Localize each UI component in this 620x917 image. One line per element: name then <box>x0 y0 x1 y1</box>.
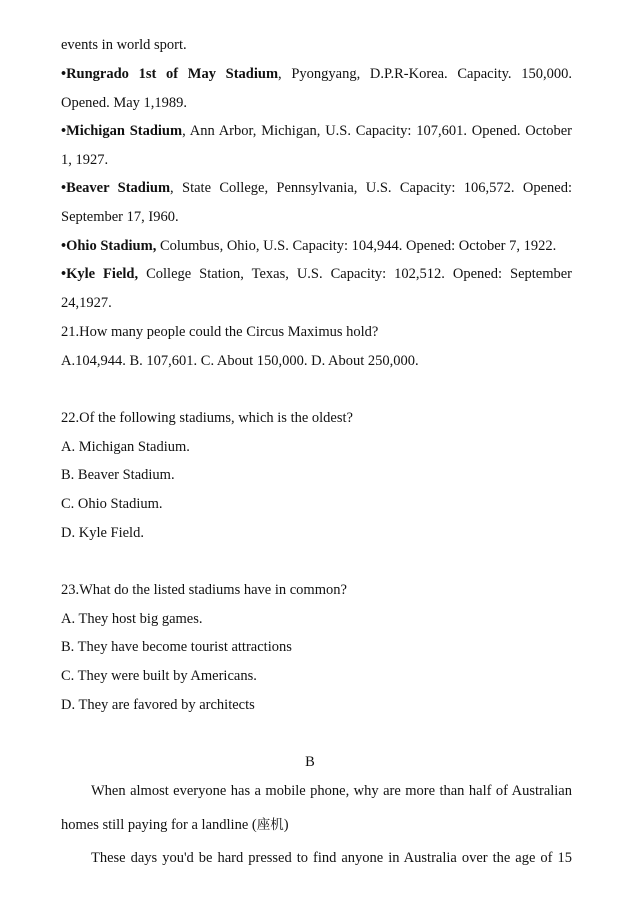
stadium-name: •Kyle Field, <box>61 266 139 282</box>
stadium-details: , State College, Pennsylvania, U.S. Capacity: 106,572. Opened: <box>170 180 573 196</box>
question-23-option-b: B. They have become tourist attractions <box>61 639 292 655</box>
stadium-entry-michigan <box>61 121 572 141</box>
chinese-gloss: 座机 <box>256 817 284 833</box>
stadium-details-continued: 1, 1927. <box>61 152 109 168</box>
section-b-label: B <box>305 754 315 770</box>
question-22-option-d: D. Kyle Field. <box>61 525 144 541</box>
stadium-entry-ohio <box>61 236 572 256</box>
passage-b-paragraph-1: When almost everyone has a mobile phone, why are more than half of Australian <box>91 783 572 799</box>
question-23-stem: 23.What do the listed stadiums have in common? <box>61 582 347 598</box>
stadium-details-continued: September 17, I960. <box>61 209 179 225</box>
stadium-entry-beaver <box>61 178 572 198</box>
passage-b-paragraph-2: These days you'd be hard pressed to find anyone in Australia over the age of 15 <box>91 850 572 866</box>
passage-text: homes still paying for a landline ( <box>61 817 257 833</box>
question-23-option-c: C. They were built by Americans. <box>61 668 257 684</box>
stadium-details: College Station, Texas, U.S. Capacity: 102,512. Opened: September <box>138 266 573 282</box>
stadium-name: •Beaver Stadium <box>61 180 171 196</box>
stadium-entry-kyle <box>61 264 572 284</box>
question-22-option-a: A. Michigan Stadium. <box>61 439 190 455</box>
passage-a-intro-tail: events in world sport. <box>61 37 187 53</box>
question-22-stem: 22.Of the following stadiums, which is the oldest? <box>61 410 353 426</box>
stadium-name: •Michigan Stadium <box>61 123 183 139</box>
passage-b-paragraph-1-continued <box>61 815 572 835</box>
stadium-details: , Ann Arbor, Michigan, U.S. Capacity: 107,601. Opened. October <box>182 123 572 139</box>
stadium-name: •Ohio Stadium, <box>61 238 157 254</box>
stadium-details-continued: Opened. May 1,1989. <box>61 95 188 111</box>
question-22-option-c: C. Ohio Stadium. <box>61 496 163 512</box>
stadium-details-continued: 24,1927. <box>61 295 112 311</box>
question-21-options: A.104,944. B. 107,601. C. About 150,000. D. About 250,000. <box>61 353 419 369</box>
question-22-option-b: B. Beaver Stadium. <box>61 467 175 483</box>
question-23-option-d: D. They are favored by architects <box>61 697 255 713</box>
stadium-name: •Rungrado 1st of May Stadium <box>61 66 279 82</box>
stadium-details: , Pyongyang, D.P.R-Korea. Capacity. 150,000. <box>278 66 572 82</box>
question-21-stem: 21.How many people could the Circus Maximus hold? <box>61 324 379 340</box>
question-23-option-a: A. They host big games. <box>61 611 203 627</box>
closing-paren: ) <box>283 817 289 833</box>
stadium-details: Columbus, Ohio, U.S. Capacity: 104,944. Opened: October 7, 1922. <box>156 238 557 254</box>
stadium-entry-rungrado <box>61 64 572 84</box>
